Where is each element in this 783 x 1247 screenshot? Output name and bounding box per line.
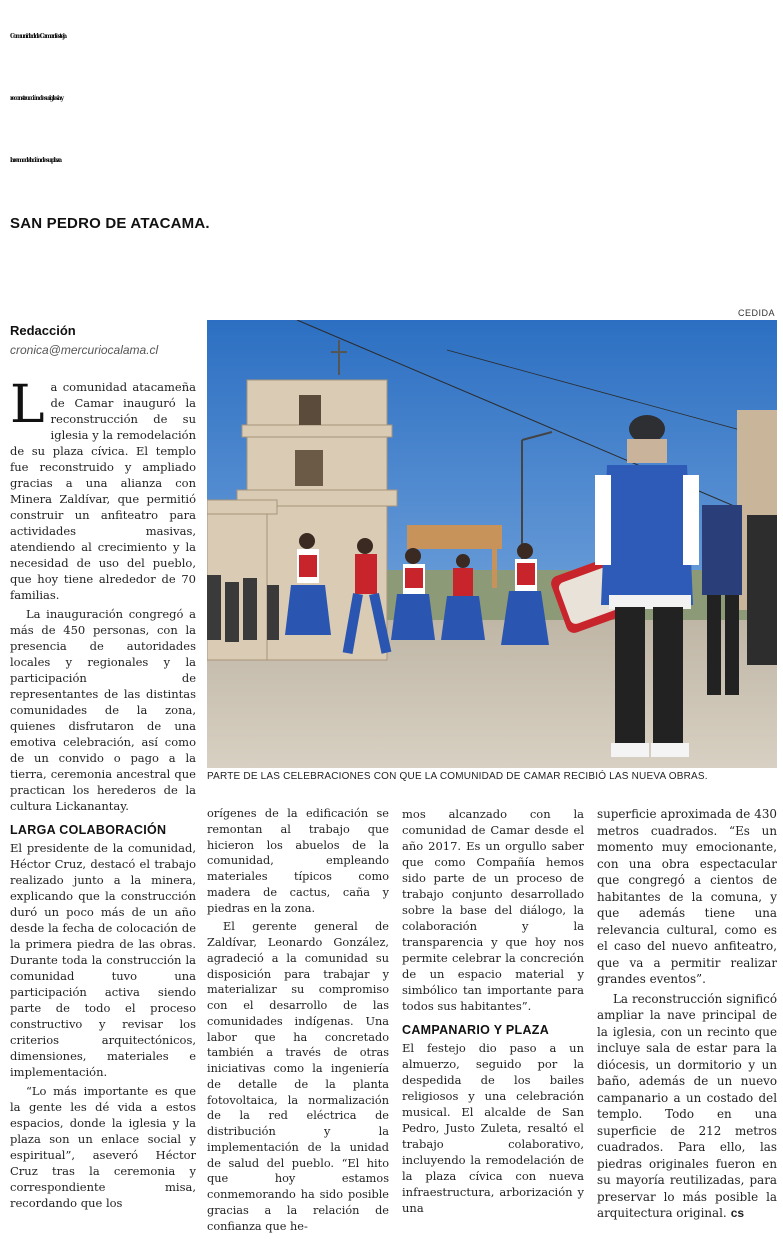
photo-caption: PARTE DE LAS CELEBRACIONES CON QUE LA COMUNIDAD DE CAMAR RECIBIÓ LAS NUEVA OBRAS. xyxy=(207,771,708,782)
photo-credit: CEDIDA xyxy=(737,308,775,318)
end-mark: cs xyxy=(730,1206,745,1220)
article-paragraph: El gerente general de Zaldívar, Leonardo González, agradeció a la comunidad su disposición para trabajar y materializar su compromiso con el desarrollo de las comunidades indígenas. Una labor que ha concretado también a través de otras iniciativas como la ingeniería de detalle de la planta fotovoltaica, la normalización de la red eléctrica de distribución y la implementación de la unidad de salud del pueblo. “El hito que hoy estamos conmemorando ha sido posible gracias a la relación de confianza que he- xyxy=(207,920,389,1233)
deck-line xyxy=(10,210,780,242)
article-column-2 xyxy=(207,806,389,1236)
spectators xyxy=(207,575,279,642)
dateline-place: SAN PEDRO DE ATACAMA. xyxy=(10,215,210,232)
article-photo xyxy=(207,320,777,768)
paragraph-text: La reconstrucción significó ampliar la nave principal de la iglesia, con un recinto que incluye sala de estar para la diócesis, un dormitorio y un baño, además de un nuevo campanario a un costado del templo. Todo en una superficie de 212 metros cuadrados. Para ello, las piedras originales fueron en su mayoría reutilizadas, para preservar lo más posible la arquitectura original. xyxy=(597,991,777,1220)
subhead-larga-colaboracion: LARGA COLABORACIÓN xyxy=(10,823,167,837)
celebration-photo-illustration xyxy=(207,320,777,768)
deck xyxy=(10,210,780,296)
article-column-3 xyxy=(402,806,584,1236)
byline-email[interactable]: cronica@mercuriocalama.cl xyxy=(10,343,159,357)
drop-cap: L xyxy=(10,379,45,435)
article-paragraph xyxy=(597,991,777,1222)
article-column-1 xyxy=(10,379,196,1239)
deck-line xyxy=(10,269,780,296)
article-paragraph: superficie aproximada de 430 metros cuadrados. “Es un momento muy emocionante, con una obra espectacular que congregó a cientos de habitantes de la comuna, y que además tiene una relevancia cultural, como es el caso del nuevo anfiteatro, que va a permitir realizar grandes eventos”. xyxy=(597,807,777,986)
article-paragraph: “Lo más importante es que la gente les dé vida a estos espacios, donde la iglesia y la plaza son un enlace social y espiritual”, aseveró Héctor Cruz tras la ceremonia y correspondiente misa, recordando que los xyxy=(10,1084,196,1210)
headline-line: Comunidad de Camar festeja xyxy=(10,33,66,40)
paragraph-text: a comunidad atacameña de Camar inauguró la reconstrucción de su iglesia y la remodelación de su plaza cívica. El templo fue reconstruido y ampliado gracias a una alianza con Minera Zaldívar, que permitió construir un anfiteatro para actividades masivas, atendiendo al crecimiento y la necesidad de uso del pueblo, que hoy tiene alrededor de 70 familias. xyxy=(10,380,196,602)
subhead-campanario-y-plaza: CAMPANARIO Y PLAZA xyxy=(402,1023,550,1037)
headline-line: la remodelación de su plaza xyxy=(10,157,61,164)
byline-author: Redacción xyxy=(10,323,76,338)
article-paragraph: orígenes de la edificación se remontan al trabajo que hicieron los abuelos de la comunidad, empleando materiales típicos como madera de cactus, caña y piedras en la zona. xyxy=(207,807,389,915)
article-paragraph: La inauguración congregó a más de 450 personas, con la presencia de autoridades locales y regionales y la participación de representantes de las distintas comunidades de la zona, quienes disfrutaron de una emotiva celebración, así como de un convido o pago a la tierra, ceremonia ancestral que practican los herederos de la cultura Lickanantay. xyxy=(10,607,196,813)
article-paragraph: mos alcanzado con la comunidad de Camar desde el año 2017. Es un orgullo saber que como Compañía hemos sido parte de un proceso de trabajo conjunto desarrollado sobre la base del diálogo, la colaboración y la transparencia y que hoy nos permite celebrar la concreción de un espacio material y simbólico tan importante para todos sus habitantes”. xyxy=(402,807,584,1013)
article-paragraph: El festejo dio paso a un almuerzo, seguido por la despedida de los bailes religiosos y una celebración musical. El alcalde de San Pedro, Justo Zuleta, resaltó el trabajo colaborativo, incluyendo la remodelación de la plaza cívica con nueva infraestructura, arborización y una xyxy=(402,1041,584,1215)
article-paragraph: El presidente de la comunidad, Héctor Cruz, destacó el trabajo realizado junto a la minera, explicando que la construcción duró un poco más de un año desde la fecha de colocación de la primera piedra de las obras. Durante toda la construcción la comunidad tuvo una participación activa siendo parte de todo el proceso constructivo y revisar los criterios arquitectónicos, dimensiones, materiales e implementación. xyxy=(10,841,196,1079)
headline xyxy=(10,6,780,192)
article-paragraph xyxy=(10,379,196,603)
deck-line xyxy=(10,242,780,269)
headline-line: reconstrucción de su iglesia y xyxy=(10,95,63,102)
article-column-4 xyxy=(597,806,777,1236)
